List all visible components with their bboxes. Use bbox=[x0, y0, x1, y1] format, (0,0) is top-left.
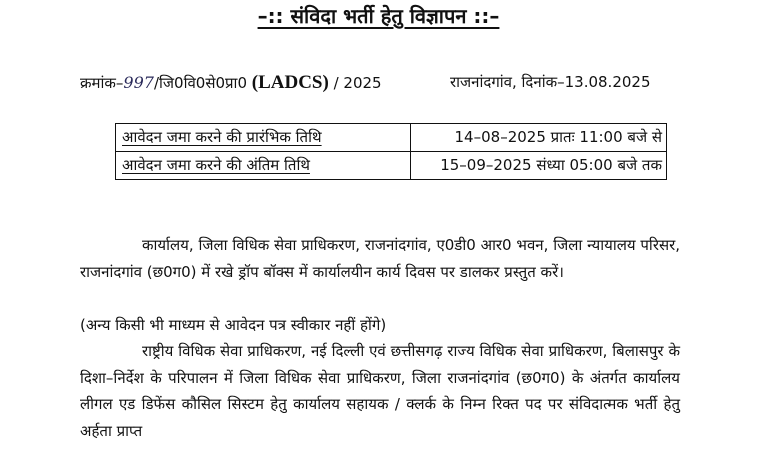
reference-prefix: क्रमांक– bbox=[80, 74, 124, 92]
ladcs-code: (LADCS) bbox=[251, 72, 329, 93]
dates-table bbox=[115, 123, 667, 180]
submission-note: (अन्य किसी भी माध्यम से आवेदन पत्र स्वीकार नहीं होंगे) bbox=[80, 316, 387, 334]
reference-number: 997 bbox=[123, 73, 154, 92]
page-title: –:: संविदा भर्ती हेतु विज्ञापन ::– bbox=[257, 4, 500, 28]
reference-year: / 2025 bbox=[328, 74, 382, 92]
start-date-label: आवेदन जमा करने की प्रारंभिक तिथि bbox=[116, 124, 411, 152]
start-date-value: 14–08–2025 प्रातः 11:00 बजे से bbox=[411, 124, 667, 152]
table-row bbox=[116, 124, 667, 152]
submission-paragraph: कार्यालय, जिला विधिक सेवा प्राधिकरण, राजनांदगांव, ए0डी0 आर0 भवन, जिला न्यायालय परिसर, राजनांदगांव (छ0ग0) में रखे ड्रॉप बॉक्स में कार्यालयीन कार्य दिवस पर डालकर प्रस्तुत करें। bbox=[80, 236, 680, 281]
recruitment-paragraph: राष्ट्रीय विधिक सेवा प्राधिकरण, नई दिल्ली एवं छत्तीसगढ़ राज्य विधिक सेवा प्राधिकरण, बिलासपुर के दिशा–निर्देश के परिपालन में जिला विधिक सेवा प्राधिकरण, जिला राजनांदगांव (छ0ग0) के अंतर्गत कार्यालय लीगल एड डिफेंस कौसिल सिस्टम हेतु कार्यालय सहायक / क्लर्क के निम्न रिक्त पद पर संविदात्मक भर्ती हेतु अर्हता प्राप्त bbox=[80, 342, 680, 440]
table-row bbox=[116, 152, 667, 180]
end-date-value: 15–09–2025 संध्या 05:00 बजे तक bbox=[411, 152, 667, 180]
end-date-label: आवेदन जमा करने की अंतिम तिथि bbox=[116, 152, 411, 180]
office-code: /जि0वि0से0प्रा0 bbox=[153, 74, 252, 92]
place-date: राजनांदगांव, दिनांक–13.08.2025 bbox=[450, 73, 651, 91]
reference-number-group bbox=[80, 72, 382, 94]
